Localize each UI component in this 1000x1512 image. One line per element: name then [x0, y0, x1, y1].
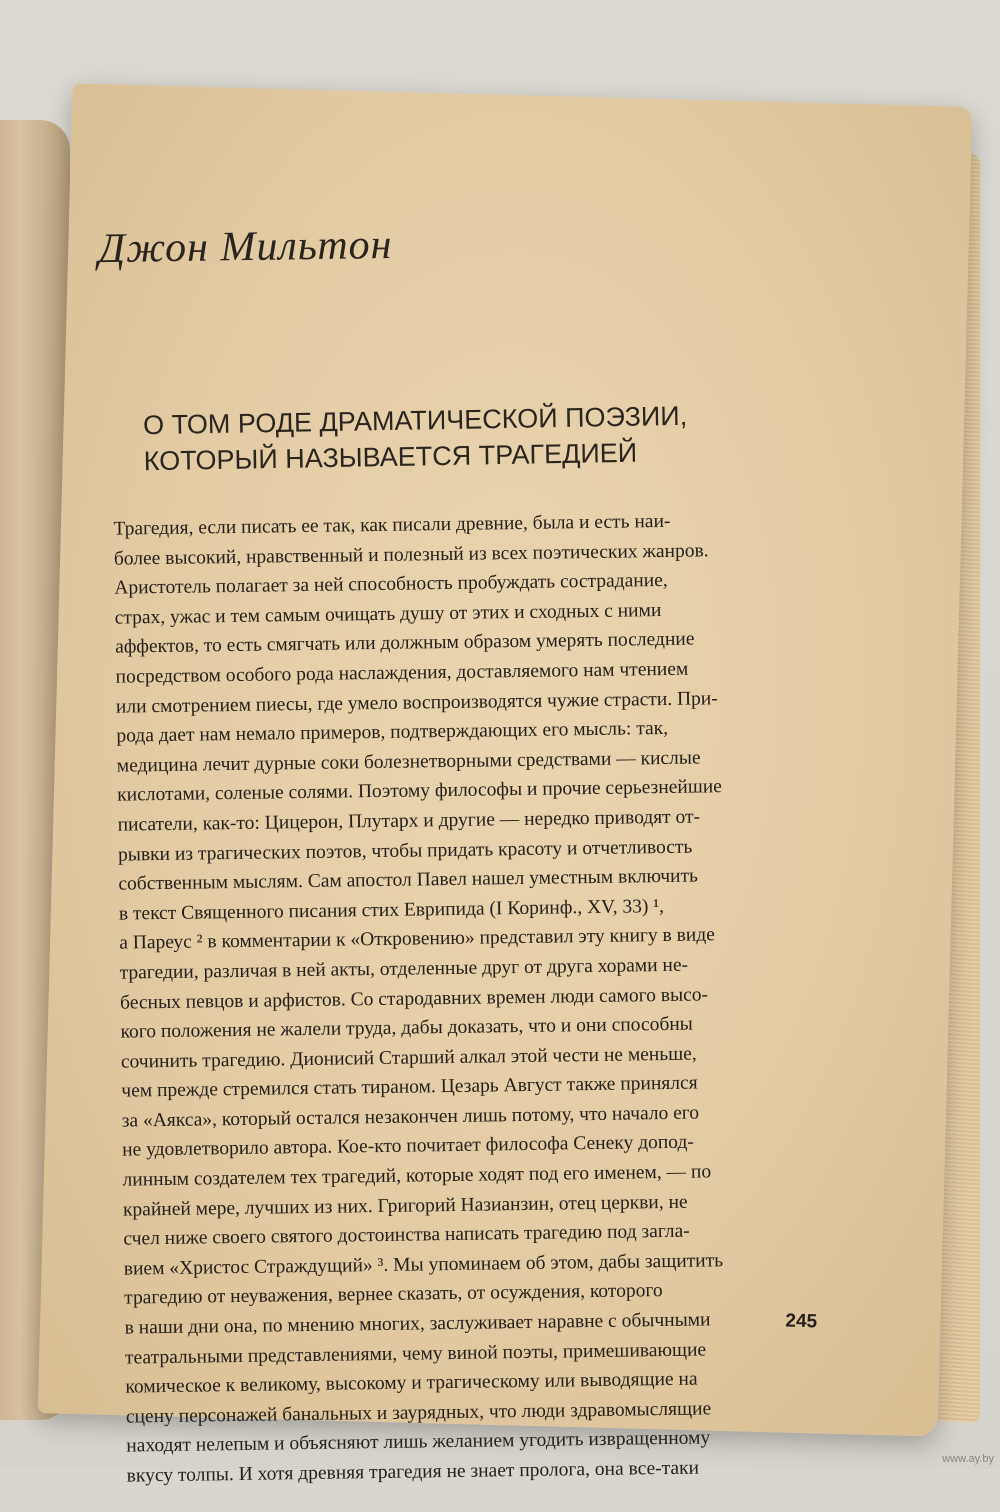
body-line: рода дает нам немало примеров, подтверждающих его мысль: так, — [116, 718, 669, 747]
body-line: сцену персонажей банальных и заурядных, что люди здравомыслящие — [125, 1398, 712, 1428]
body-line: собственным мыслям. Сам апостол Павел нашел уместным включить — [118, 865, 699, 895]
body-line: кого положения не жалели труда, дабы доказать, что и они способны — [120, 1013, 693, 1043]
body-line: посредством особого рода наслаждения, доставляемого нам чтением — [115, 658, 689, 688]
body-line: писатели, как-то: Цицерон, Плутарх и другие — нередко приводят от- — [117, 806, 701, 836]
watermark: www.ay.by — [942, 1453, 994, 1465]
body-text — [113, 504, 867, 1491]
author-heading: Джон Мильтон — [98, 221, 393, 273]
body-line: Аристотель полагает за ней способность пробуждать сострадание, — [114, 570, 668, 599]
body-line: страх, ужас и тем самым очищать душу от этих и сходных с ними — [114, 599, 662, 629]
body-line: крайней мере, лучших из них. Григорий Назианзин, отец церкви, не — [122, 1191, 688, 1221]
body-line: в наши дни она, по мнению многих, заслуживает наравне с обычными — [124, 1309, 711, 1339]
body-line: Трагедия, если писать ее так, как писали древние, была и есть наи- — [113, 510, 671, 540]
body-line: вием «Христос Страждущий» ³. Мы упоминаем об этом, дабы защитить — [123, 1250, 724, 1280]
body-line: кислотами, соленые солями. Поэтому философы и прочие серьезнейшие — [117, 776, 723, 806]
body-line: а Пареус ² в комментарии к «Откровению» представил эту книгу в виде — [119, 924, 716, 954]
body-line: счел ниже своего святого достоинства написать трагедию под загла- — [123, 1220, 690, 1250]
body-line: линным создателем тех трагедий, которые ходят под его именем, — по — [122, 1161, 712, 1191]
page-number: 245 — [785, 1310, 818, 1333]
body-line: комическое к великому, высокому и трагическому или выводящие на — [125, 1368, 698, 1398]
body-line: не удовлетворило автора. Кое-кто почитает философа Сенеку допод- — [122, 1132, 694, 1162]
body-line: сочинить трагедию. Дионисий Старший алкал этой чести не меньше, — [120, 1043, 697, 1073]
body-line: медицина лечит дурные соки болезнетворными средствами — кислые — [116, 747, 701, 777]
body-line: вкусу толпы. И хотя древняя трагедия не знает пролога, она все-таки — [126, 1457, 700, 1487]
body-line: трагедию от неуважения, вернее сказать, от осуждения, которого — [124, 1280, 663, 1310]
body-line: рывки из трагических поэтов, чтобы придать красоту и отчетливость — [117, 836, 693, 866]
body-line: трагедии, различая в ней акты, отделенные друг от друга хорами не- — [119, 954, 689, 984]
body-line: за «Аякса», который остался незакончен лишь потому, что начало его — [121, 1102, 700, 1132]
essay-title-line: О ТОМ РОДЕ ДРАМАТИЧЕСКОЙ ПОЭЗИИ, — [142, 400, 688, 441]
body-line: чем прежде стремился стать тираном. Цезарь Август также принялся — [121, 1072, 698, 1102]
body-line: более высокий, нравственный и полезный из всех поэтических жанров. — [113, 539, 709, 570]
body-line: бесных певцов и арфистов. Со стародавних времен люди самого высо- — [119, 983, 709, 1014]
body-line: в текст Священного писания стих Еврипида (I Коринф., XV, 33) ¹, — [118, 895, 665, 925]
essay-title-line: КОТОРЫЙ НАЗЫВАЕТСЯ ТРАГЕДИЕЙ — [143, 437, 638, 477]
body-line: аффектов, то есть смягчать или должным образом умерять последние — [114, 628, 695, 659]
body-line: или смотрением пиесы, где умело воспроизводятся чужие страсти. При- — [115, 687, 718, 718]
body-line: находят нелепым и объясняют лишь желанием угодить извращенному — [126, 1427, 711, 1457]
essay-title — [143, 398, 688, 479]
body-line: театральными представлениями, чему виной поэты, примешивающие — [124, 1339, 707, 1369]
